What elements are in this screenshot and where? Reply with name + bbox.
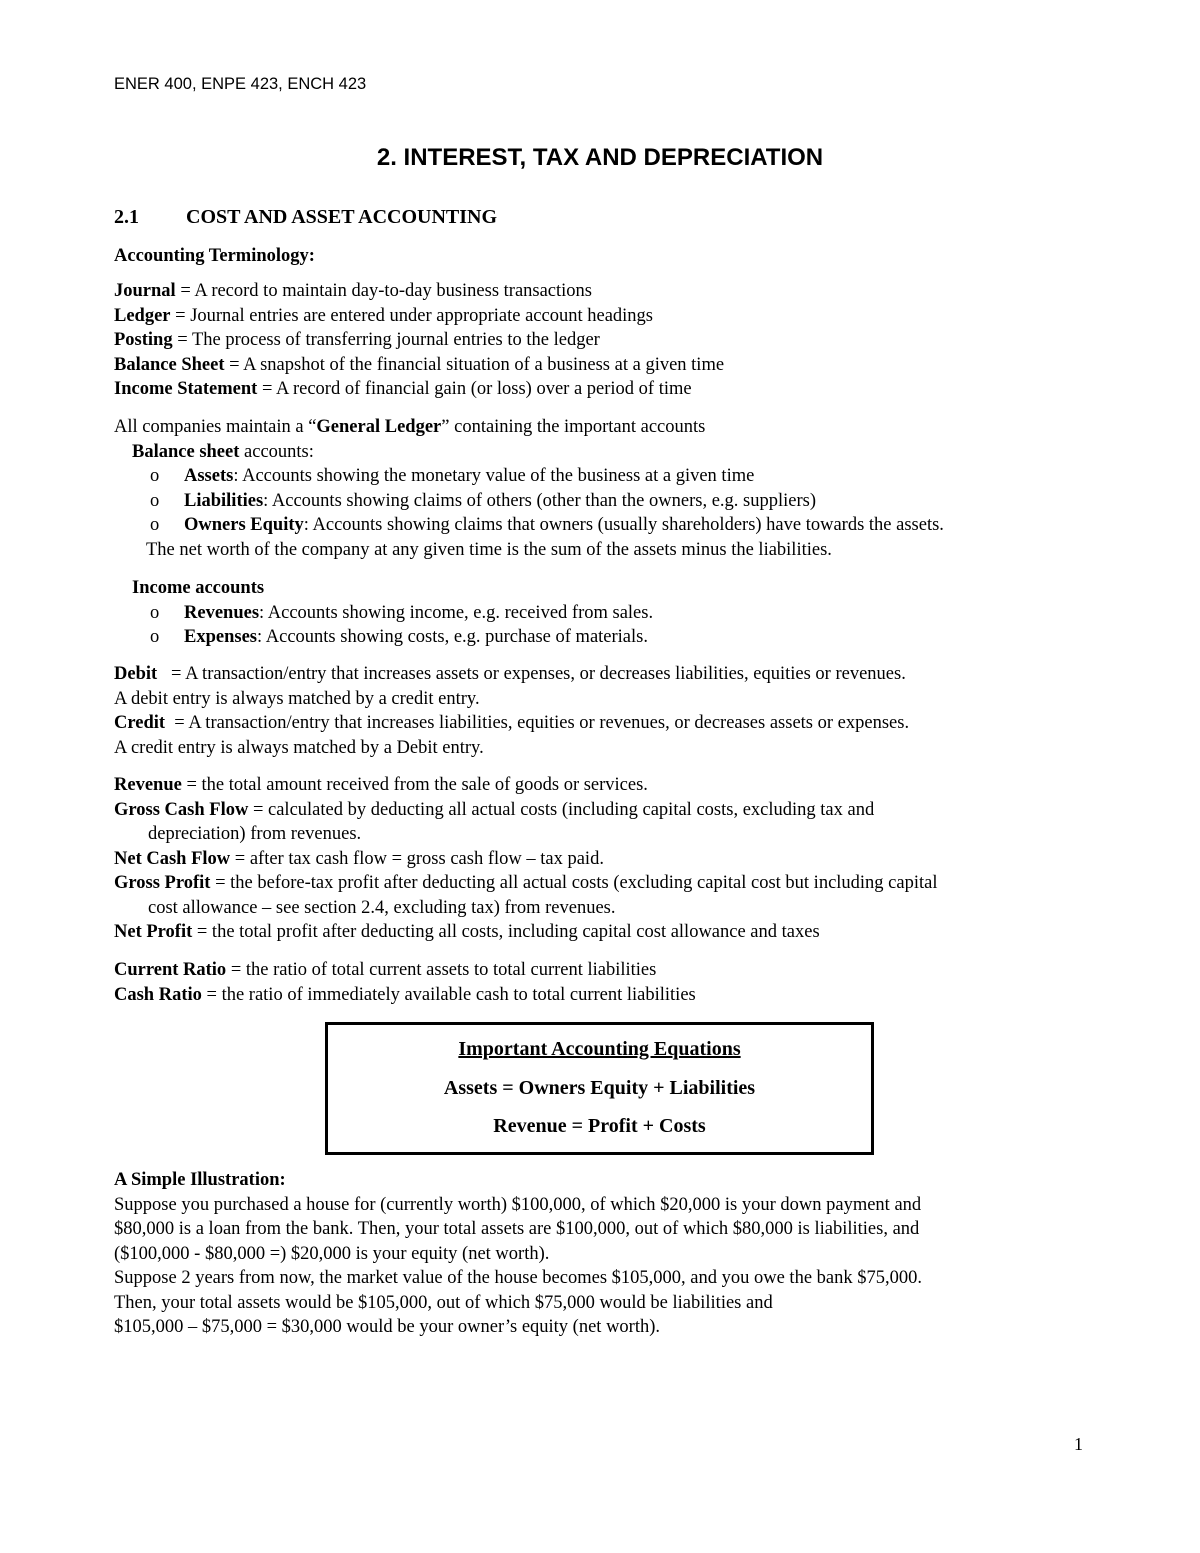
- course-header: ENER 400, ENPE 423, ENCH 423: [114, 75, 367, 93]
- debit-note: A debit entry is always matched by a credit entry.: [114, 688, 480, 709]
- bullet-icon: o: [150, 602, 160, 623]
- term-journal: Journal = A record to maintain day-to-day business transactions: [114, 281, 593, 301]
- illustration-line: Suppose 2 years from now, the market value of the house becomes $105,000, and you owe the bank $75,000.: [114, 1268, 922, 1288]
- term-ledger: Ledger = Journal entries are entered under appropriate account headings: [114, 305, 654, 326]
- section-heading: [114, 205, 497, 230]
- equation-assets: Assets = Owners Equity + Liabilities: [443, 1076, 756, 1099]
- credit-note: A credit entry is always matched by a Debit entry.: [114, 737, 484, 758]
- term-income-statement: Income Statement = A record of financial gain (or loss) over a period of time: [114, 379, 692, 399]
- illustration-line: Then, your total assets would be $105,000, out of which $75,000 would be liabilities and: [114, 1292, 773, 1313]
- bullet-icon: o: [150, 466, 160, 486]
- income-accounts-heading: Income accounts: [132, 578, 265, 598]
- net-cash-flow-definition: Net Cash Flow = after tax cash flow = gross cash flow – tax paid.: [114, 848, 604, 869]
- net-profit-definition: Net Profit = the total profit after deducting all costs, including capital cost allowance and taxes: [114, 922, 820, 942]
- net-worth-note: The net worth of the company at any given time is the sum of the assets minus the liabilities.: [146, 539, 832, 560]
- illustration-line: $80,000 is a loan from the bank. Then, your total assets are $100,000, out of which $80,000 is liabilities, and: [114, 1219, 920, 1239]
- chapter-title: 2. INTEREST, TAX AND DEPRECIATION: [376, 144, 824, 171]
- balance-sheet-accounts: Balance sheet accounts:: [132, 441, 314, 462]
- gross-profit-definition: Gross Profit = the before-tax profit after deducting all actual costs (excluding capital cost but including capital: [114, 873, 938, 893]
- ratios-block: [114, 958, 1094, 1007]
- gross-cash-flow-continued: depreciation) from revenues.: [148, 824, 362, 844]
- bullet-expenses: o Expenses: Accounts showing costs, e.g. purchase of materials.: [114, 625, 1094, 650]
- flows-block: [114, 773, 1094, 945]
- bullet-icon: o: [150, 490, 160, 511]
- terminology-list: [114, 279, 1094, 402]
- debit-definition: Debit = A transaction/entry that increases assets or expenses, or decreases liabilities, equities or revenues.: [114, 664, 906, 684]
- general-ledger-intro: All companies maintain a “General Ledger” containing the important accounts: [114, 417, 706, 437]
- revenue-definition: Revenue = the total amount received from the sale of goods or services.: [114, 775, 648, 795]
- income-accounts-block: [114, 576, 1094, 650]
- credit-definition: Credit = A transaction/entry that increases liabilities, equities or revenues, or decreases assets or expenses.: [114, 713, 910, 733]
- bullet-liabilities: o Liabilities: Accounts showing claims of others (other than the owners, e.g. suppliers): [114, 489, 1094, 514]
- section-title: COST AND ASSET ACCOUNTING: [186, 206, 498, 228]
- equations-title: Important Accounting Equations: [458, 1038, 741, 1060]
- term-posting: Posting = The process of transferring journal entries to the ledger: [114, 330, 600, 350]
- equation-revenue: Revenue = Profit + Costs: [493, 1115, 706, 1137]
- bullet-revenues: o Revenues: Accounts showing income, e.g. received from sales.: [114, 601, 1094, 626]
- general-ledger-block: [114, 415, 1094, 562]
- gross-profit-continued: cost allowance – see section 2.4, excluding tax) from revenues.: [148, 897, 616, 918]
- page-number: 1: [1074, 1434, 1083, 1454]
- bullet-icon: o: [150, 627, 160, 647]
- cash-ratio-definition: Cash Ratio = the ratio of immediately available cash to total current liabilities: [114, 984, 696, 1005]
- bullet-owners-equity: o Owners Equity: Accounts showing claims that owners (usually shareholders) have towards the assets.: [114, 513, 1094, 538]
- illustration-line: $105,000 – $75,000 = $30,000 would be your owner’s equity (net worth).: [114, 1317, 661, 1337]
- bullet-assets: o Assets: Accounts showing the monetary value of the business at a given time: [114, 464, 1094, 489]
- gross-cash-flow-definition: Gross Cash Flow = calculated by deducting all actual costs (including capital costs, excluding tax and: [114, 799, 875, 820]
- accounting-equations-box: [325, 1022, 874, 1155]
- illustration-heading: A Simple Illustration:: [114, 1170, 286, 1190]
- illustration-line: ($100,000 - $80,000 =) $20,000 is your equity (net worth).: [114, 1243, 550, 1264]
- terminology-heading: Accounting Terminology:: [114, 246, 315, 266]
- debit-credit-block: [114, 662, 1094, 760]
- term-balance-sheet: Balance Sheet = A snapshot of the financial situation of a business at a given time: [114, 354, 725, 375]
- section-number: 2.1: [114, 206, 139, 228]
- illustration-line: Suppose you purchased a house for (currently worth) $100,000, of which $20,000 is your down payment and: [114, 1194, 922, 1215]
- bullet-icon: o: [150, 515, 160, 535]
- illustration-block: [114, 1168, 1094, 1340]
- current-ratio-definition: Current Ratio = the ratio of total current assets to total current liabilities: [114, 960, 657, 980]
